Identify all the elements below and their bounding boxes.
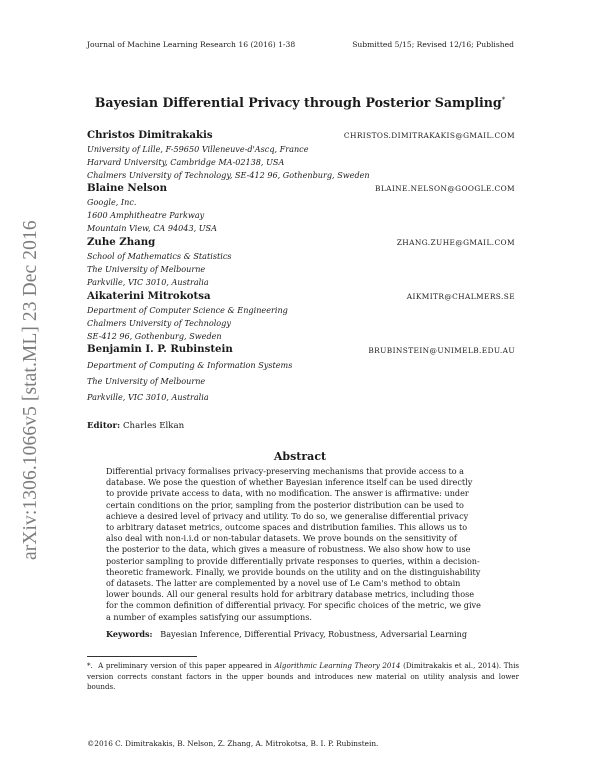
author-name: Christos Dimitrakakis <box>87 129 213 141</box>
abstract-line: a number of examples satisfying our assumptions. <box>106 611 312 622</box>
affiliation-line: School of Mathematics & Statistics <box>87 251 232 261</box>
author-name: Benjamin I. P. Rubinstein <box>87 343 233 355</box>
abstract-line: of datasets. The latter are complemented by a novel use of Le Cam's method to obtain <box>106 578 461 589</box>
footnote-rule <box>87 656 197 657</box>
author-email[interactable]: ZHANG.ZUHE@GMAIL.COM <box>396 238 515 247</box>
affiliation-line: Google, Inc. <box>87 197 137 207</box>
author-email[interactable]: BRUBINSTEIN@UNIMELB.EDU.AU <box>368 346 515 355</box>
footnote <box>87 661 519 693</box>
submission-dates: Submitted 5/15; Revised 12/16; Published <box>352 40 514 49</box>
affiliation-line: The University of Melbourne <box>87 376 206 386</box>
abstract-line: achieve a desired level of privacy and utility. To do so, we generalise differential privacy <box>106 510 469 521</box>
abstract-heading: Abstract <box>273 450 327 463</box>
affiliation-line: Harvard University, Cambridge MA-02138, USA <box>87 157 285 168</box>
abstract-line: to arbitrary dataset metrics, outcome spaces and distribution families. This allows us to <box>106 522 468 533</box>
title-footnote-mark: * <box>501 95 506 104</box>
affiliation-line: Chalmers University of Technology, SE-412 96, Gothenburg, Sweden <box>87 170 370 181</box>
abstract-line: database. We pose the question of whether Bayesian inference itself can be used directly <box>106 477 473 488</box>
journal-header: Journal of Machine Learning Research 16 (2016) 1-38 <box>87 40 296 49</box>
abstract-line: to provide private access to data, with no modification. The answer is affirmative: under <box>106 488 469 499</box>
affiliation-line: Department of Computer Science & Engineering <box>87 305 288 315</box>
abstract-line: Differential privacy formalises privacy-preserving mechanisms that provide access to a <box>106 466 464 476</box>
arxiv-stamp: arXiv:1306.1066v5 [stat.ML] 23 Dec 2016 <box>20 220 41 560</box>
author-name: Blaine Nelson <box>87 182 167 194</box>
abstract-line: also deal with non-i.i.d or non-tabular datasets. We prove bounds on the sensitivity of <box>106 533 457 544</box>
affiliation-line: 1600 Amphitheatre Parkway <box>87 210 205 221</box>
affiliation-line: Department of Computing & Information Systems <box>87 360 293 370</box>
copyright-notice: ©2016 C. Dimitrakakis, B. Nelson, Z. Zhang, A. Mitrokotsa, B. I. P. Rubinstein. <box>87 739 379 748</box>
author-email[interactable]: CHRISTOS.DIMITRAKAKIS@GMAIL.COM <box>343 131 515 140</box>
abstract-line: certain conditions on the prior, sampling from the posterior distribution can be used to <box>106 499 464 510</box>
keywords-line <box>106 629 506 639</box>
author-name: Zuhe Zhang <box>87 236 156 248</box>
paper-title <box>0 95 600 110</box>
author-name: Aikaterini Mitrokotsa <box>87 290 211 302</box>
keywords-label: Keywords: <box>106 629 153 639</box>
author-affiliation <box>87 143 370 183</box>
affiliation-line: Chalmers University of Technology <box>87 318 231 329</box>
footnote-text-before: A preliminary version of this paper appeared in <box>98 661 272 670</box>
paper-title-text: Bayesian Differential Privacy through Posterior Sampling <box>94 95 502 110</box>
editor-name: Charles Elkan <box>122 421 185 431</box>
author-affiliation <box>87 250 232 290</box>
author-affiliation <box>87 357 292 405</box>
affiliation-line: Parkville, VIC 3010, Australia <box>87 392 209 402</box>
affiliation-line: Parkville, VIC 3010, Australia <box>87 277 209 288</box>
author-affiliation <box>87 196 217 236</box>
abstract-line: lower bounds. All our general results hold for arbitrary database metrics, including those <box>106 589 475 600</box>
author-affiliation <box>87 304 288 344</box>
affiliation-line: Mountain View, CA 94043, USA <box>87 223 217 234</box>
author-email[interactable]: AIKMITR@CHALMERS.SE <box>406 292 515 301</box>
footnote-venue: Algorithmic Learning Theory 2014 <box>274 661 401 670</box>
affiliation-line: SE-412 96, Gothenburg, Sweden <box>87 331 222 342</box>
footnote-mark: *. <box>87 661 93 670</box>
keywords-text: Bayesian Inference, Differential Privacy, Robustness, Adversarial Learning <box>160 629 468 639</box>
editor-line <box>87 421 184 431</box>
abstract-line: for the common definition of differential privacy. For specific choices of the metric, we give <box>106 600 481 611</box>
abstract-line: posterior sampling to provide differentially private responses to queries, within a decision- <box>106 555 480 566</box>
affiliation-line: University of Lille, F-59650 Villeneuve-d'Ascq, France <box>87 144 309 154</box>
affiliation-line: The University of Melbourne <box>87 264 206 275</box>
author-email[interactable]: BLAINE.NELSON@GOOGLE.COM <box>374 184 515 193</box>
abstract-line: the posterior to the data, which gives a measure of robustness. We also show how to use <box>106 544 471 555</box>
abstract-line: theoretic framework. Finally, we provide bounds on the utility and on the distinguishability <box>106 566 481 577</box>
abstract-body <box>106 466 498 623</box>
editor-label: Editor: <box>87 421 121 431</box>
footnote-text-after: (Dimitrakakis et al., 2014). This version corrects constant factors in the upper bounds and introduces new material on utility analysis and lower bounds. <box>87 661 519 692</box>
